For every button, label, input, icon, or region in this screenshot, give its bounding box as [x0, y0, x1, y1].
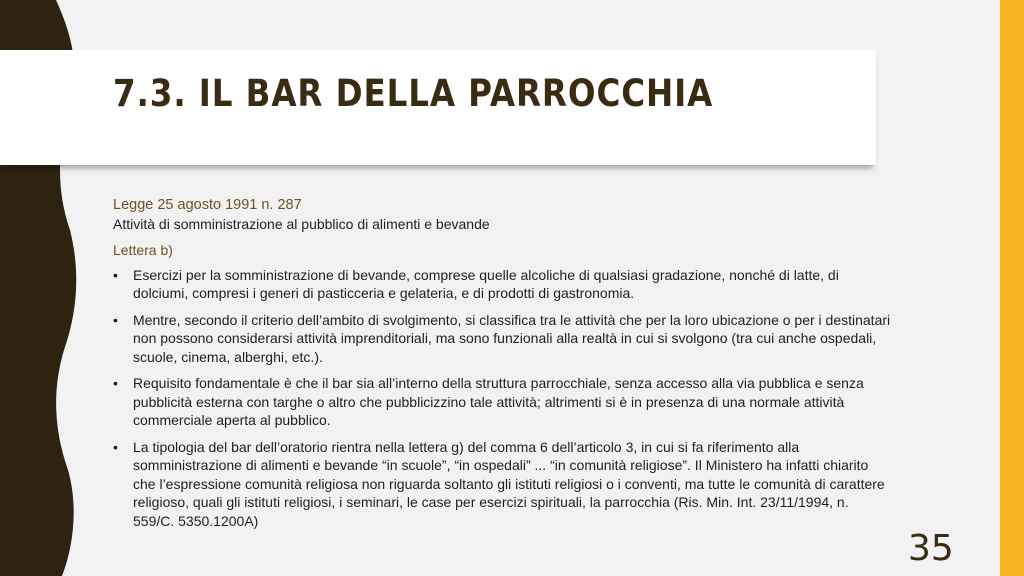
accent-strip: [1000, 0, 1024, 576]
bullet-text: Esercizi per la somministrazione di bevande, comprese quelle alcoliche di qualsiasi gradazione, nonché di latte, di dolciumi, compresi i generi di pasticceria e gelateria, e di prodotti di gastronomia.: [133, 266, 839, 301]
law-subtitle: Attività di somministrazione al pubblico di alimenti e bevande: [113, 215, 490, 232]
slide-content: [113, 196, 893, 538]
bullet-text: Requisito fondamentale è che il bar sia all’interno della struttura parrocchiale, senza accesso alla via pubblica e senza pubblicità esterna con targhe o altro che pubblicizzino tale attività; altrimenti si è in presenza di una normale attività commerciale aperta al pubblico.: [133, 375, 864, 428]
bullet-item: [113, 311, 893, 367]
bullet-text: La tipologia del bar dell’oratorio rientra nella lettera g) del comma 6 dell’articolo 3, in cui si fa riferimento alla somministrazione di alimenti e bevande “in scuole”, “in ospedali” ... “in comunità religiose”. Il Ministero ha infatti chiarito che l’espressione comunità religiosa non riguarda soltanto gli istituti religiosi o i conventi, ma tutte le comunità di carattere religioso, quali gli istituti religiosi, i seminari, le case per esercizi spirituali, la parrocchia (Ris. Min. Int. 23/11/1994, n. 559/C. 5350.1200A): [133, 438, 885, 529]
bullet-icon: •: [113, 375, 118, 391]
slide-title: 7.3. IL BAR DELLA PARROCCHIA: [113, 72, 714, 115]
law-title: Legge 25 agosto 1991 n. 287: [113, 197, 302, 213]
bullet-list: [113, 266, 893, 531]
bullet-item: [113, 374, 893, 430]
bullet-item: [113, 266, 893, 303]
letter-label: Lettera b): [113, 242, 173, 258]
bullet-text: Mentre, secondo il criterio dell’ambito di svolgimento, si classifica tra le attività che per la loro ubicazione o per i destinatari non possono considerarsi attività imprenditoriali, ma sono funzionali alla realtà in cui si svolgono (tra cui anche ospedali, scuole, cinema, alberghi, etc.).: [133, 311, 891, 365]
bullet-icon: •: [113, 438, 118, 455]
page-number: 35: [908, 528, 954, 569]
bullet-icon: •: [113, 311, 118, 328]
bullet-item: [113, 438, 893, 531]
bullet-icon: •: [113, 266, 118, 283]
